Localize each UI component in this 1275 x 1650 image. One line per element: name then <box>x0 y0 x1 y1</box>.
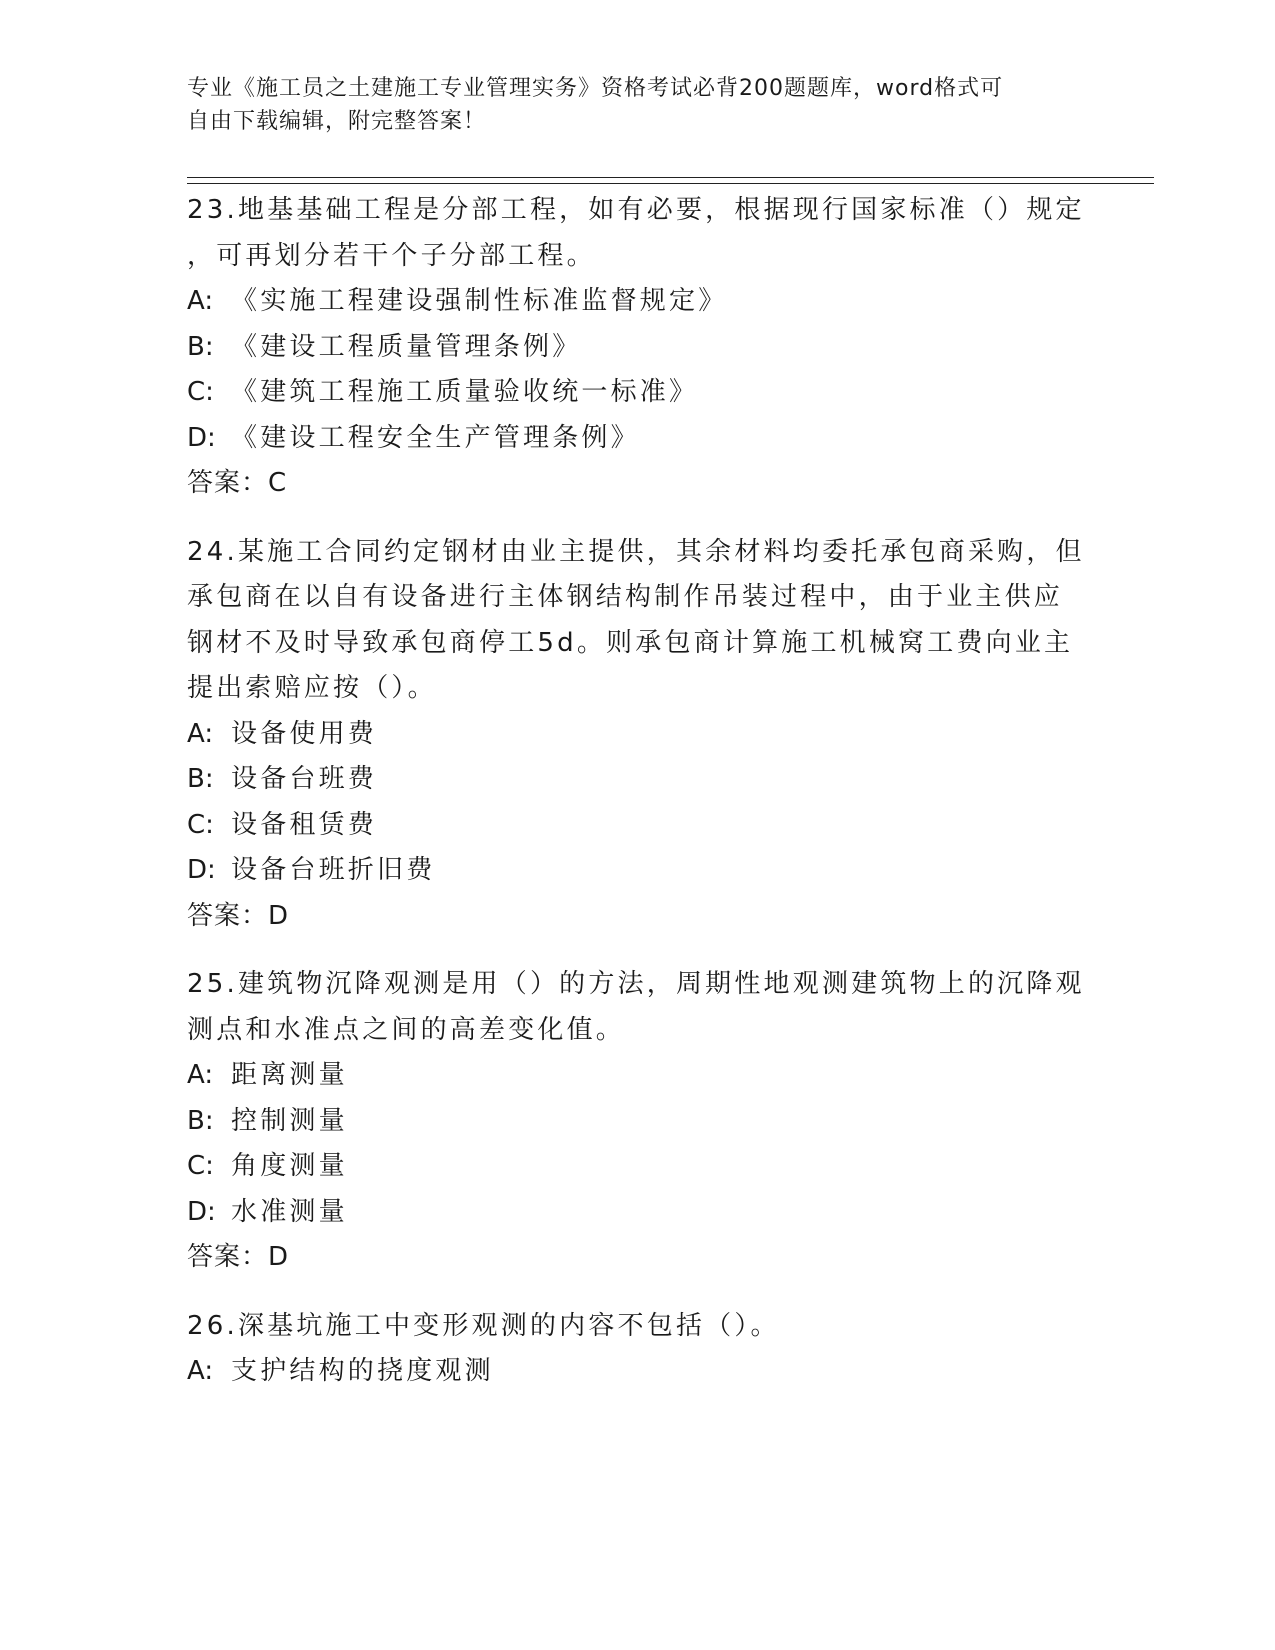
option-text: 《建设工程质量管理条例》 <box>231 331 582 362</box>
option-text: 角度测量 <box>231 1151 348 1181</box>
option-key: A: <box>187 286 214 316</box>
question-stem-line: 钢材不及时导致承包商停工5d。则承包商计算施工机械窝工费向业主 <box>187 627 1074 658</box>
question-list <box>187 188 1087 1418</box>
option-c <box>187 803 1087 849</box>
option-key: C: <box>187 377 214 407</box>
option-key: D: <box>187 1196 216 1227</box>
option-text: 《建筑工程施工质量验收统一标准》 <box>231 377 699 407</box>
option-c <box>187 370 1087 416</box>
option-key: D: <box>187 855 216 885</box>
option-text: 控制测量 <box>231 1105 348 1136</box>
option-key: C: <box>187 809 214 840</box>
option-key: A: <box>187 718 214 749</box>
option-text: 设备租赁费 <box>231 809 378 840</box>
question-stem-line: 26.深基坑施工中变形观测的内容不包括（）。 <box>187 1310 780 1341</box>
header-line-1: 专业《施工员之土建施工专业管理实务》资格考试必背200题题库，word格式可 <box>187 76 1004 101</box>
header-rule-top <box>187 177 1154 178</box>
option-key: C: <box>187 1151 214 1181</box>
option-d <box>187 416 1087 462</box>
question-stem-line: 测点和水准点之间的高差变化值。 <box>187 1014 626 1045</box>
option-b <box>187 757 1087 803</box>
option-a <box>187 279 1087 325</box>
option-text: 《建设工程安全生产管理条例》 <box>231 422 640 453</box>
question-23 <box>187 188 1087 507</box>
question-stem-line: 承包商在以自有设备进行主体钢结构制作吊装过程中，由于业主供应 <box>187 582 1064 612</box>
option-key: B: <box>187 764 214 794</box>
question-stem-line: 25.建筑物沉降观测是用（）的方法，周期性地观测建筑物上的沉降观 <box>187 969 1085 999</box>
answer: 答案：C <box>187 468 288 498</box>
question-stem-line: 23.地基基础工程是分部工程，如有必要，根据现行国家标准（）规定 <box>187 195 1085 225</box>
header-rule-bottom <box>187 183 1154 184</box>
question-26 <box>187 1304 1087 1395</box>
option-a <box>187 1349 1087 1395</box>
option-key: B: <box>187 1105 214 1136</box>
option-key: D: <box>187 422 216 453</box>
question-24 <box>187 530 1087 940</box>
question-25 <box>187 962 1087 1281</box>
question-stem-line: 24.某施工合同约定钢材由业主提供，其余材料均委托承包商采购，但 <box>187 536 1085 567</box>
option-key: A: <box>187 1356 214 1386</box>
header-line-2: 自由下载编辑，附完整答案！ <box>187 109 487 134</box>
option-key: B: <box>187 331 214 362</box>
option-text: 设备台班费 <box>231 764 378 794</box>
question-stem-line: ，可再划分若干个子分部工程。 <box>187 240 596 271</box>
option-c <box>187 1144 1087 1190</box>
option-b <box>187 1099 1087 1145</box>
document-header <box>187 72 1067 138</box>
answer: 答案：D <box>187 900 290 931</box>
option-text: 距离测量 <box>231 1060 348 1090</box>
option-text: 《实施工程建设强制性标准监督规定》 <box>231 286 728 316</box>
option-d <box>187 848 1087 894</box>
option-a <box>187 712 1087 758</box>
option-text: 设备台班折旧费 <box>231 855 436 885</box>
option-key: A: <box>187 1060 214 1090</box>
option-text: 设备使用费 <box>231 718 378 749</box>
option-text: 支护结构的挠度观测 <box>231 1356 494 1386</box>
question-stem-line: 提出索赔应按（）。 <box>187 673 437 703</box>
option-text: 水准测量 <box>231 1196 348 1227</box>
option-b <box>187 325 1087 371</box>
option-d <box>187 1190 1087 1236</box>
answer: 答案：D <box>187 1242 290 1272</box>
option-a <box>187 1053 1087 1099</box>
